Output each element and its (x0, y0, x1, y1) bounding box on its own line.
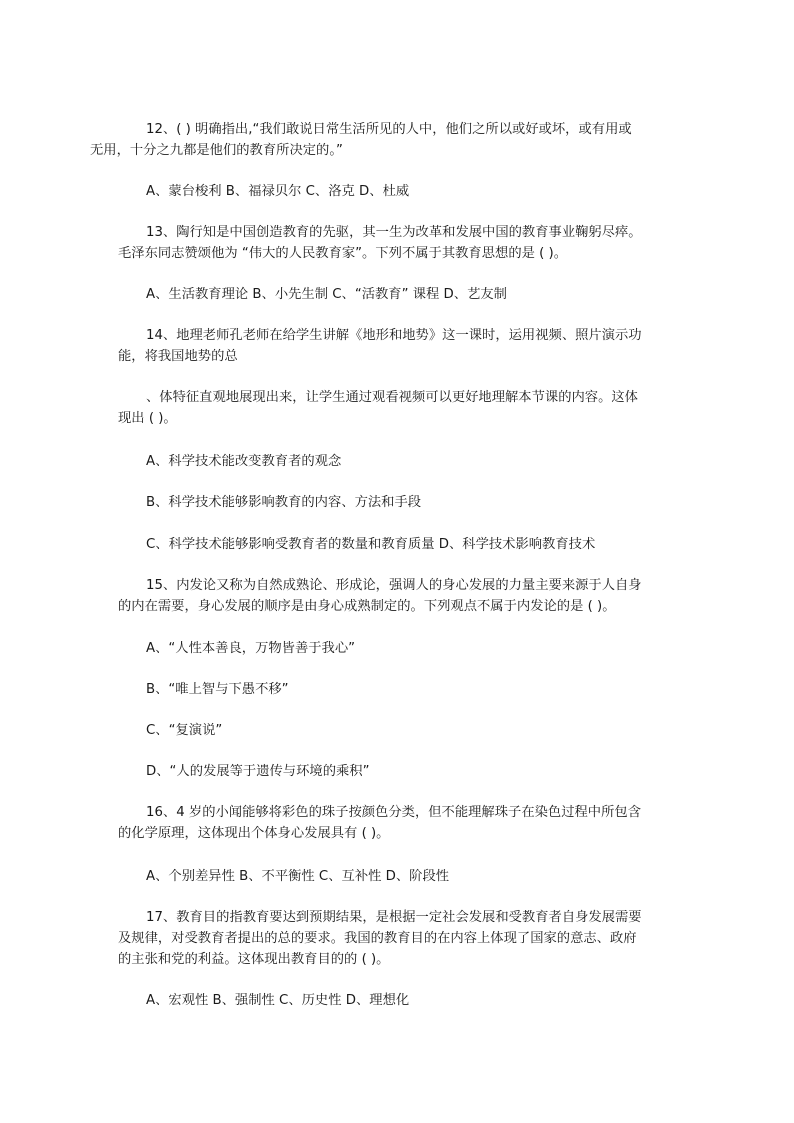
stem-line: 15、内发论又称为自然成熟论、形成论，强调人的身心发展的力量主要来源于人自身 (146, 578, 642, 593)
question-14-option-a: A、科学技术能改变教育者的观念 (146, 454, 342, 469)
question-15-option-c: C、“复演说” (146, 723, 223, 738)
question-15-stem (118, 575, 670, 617)
question-14-option-b: B、科学技术能够影响教育的内容、方法和手段 (146, 495, 422, 510)
question-16-stem (118, 802, 670, 844)
stem-line: 的化学原理，这体现出个体身心发展具有 ( )。 (118, 826, 390, 841)
stem-line: 能，将我国地势的总 (118, 349, 238, 364)
stem-line: 、体特征直观地展现出来，让学生通过观看视频可以更好地理解本节课的内容。这体 (146, 390, 638, 405)
stem-line: 16、4 岁的小闻能够将彩色的珠子按颜色分类，但不能理解珠子在染色过程中所包含 (146, 805, 641, 820)
question-15-option-b: B、“唯上智与下愚不移” (146, 682, 289, 697)
stem-line: 的内在需要，身心发展的顺序是由身心成熟制定的。下列观点不属于内发论的是 ( )。 (118, 599, 616, 614)
question-14-option-cd: C、科学技术能够影响受教育者的数量和教育质量 D、科学技术影响教育技术 (146, 537, 596, 552)
question-12-options: A、蒙台梭利 B、福禄贝尔 C、洛克 D、杜威 (146, 184, 410, 199)
stem-line: 14、地理老师孔老师在给学生讲解《地形和地势》这一课时，运用视频、照片演示功 (146, 328, 642, 343)
question-14-stem (118, 325, 670, 367)
stem-line: 17、教育目的指教育要达到预期结果，是根据一定社会发展和受教育者自身发展需要 (146, 910, 642, 925)
stem-line: 及规律，对受教育者提出的总的要求。我国的教育目的在内容上体现了国家的意志、政府 (118, 931, 637, 946)
stem-line: 毛泽东同志赞颂他为 “伟大的人民教育家”。下列不属于其教育思想的是 ( )。 (118, 246, 568, 261)
question-13-options: A、生活教育理论 B、小先生制 C、“活教育” 课程 D、艺友制 (146, 287, 507, 302)
question-15-option-d: D、“人的发展等于遗传与环境的乘积” (146, 764, 370, 779)
stem-line: 无用，十分之九都是他们的教育所决定的。” (90, 143, 343, 158)
stem-line: 现出 ( )。 (118, 411, 177, 426)
question-13-stem (118, 222, 670, 264)
question-12-stem (90, 119, 670, 161)
question-17-options: A、宏观性 B、强制性 C、历史性 D、理想化 (146, 993, 410, 1008)
question-15-option-a: A、“人性本善良，万物皆善于我心” (146, 641, 356, 656)
stem-line: 12、( ) 明确指出,“我们敢说日常生活所见的人中，他们之所以或好或坏，或有用或 (146, 122, 632, 137)
stem-line: 的主张和党的利益。这体现出教育目的的 ( )。 (118, 952, 390, 967)
question-16-options: A、个别差异性 B、不平衡性 C、互补性 D、阶段性 (146, 869, 450, 884)
question-14-stem-continued (118, 387, 670, 429)
stem-line: 13、陶行知是中国创造教育的先驱，其一生为改革和发展中国的教育事业鞠躬尽瘁。 (146, 225, 642, 240)
question-17-stem (118, 907, 670, 970)
